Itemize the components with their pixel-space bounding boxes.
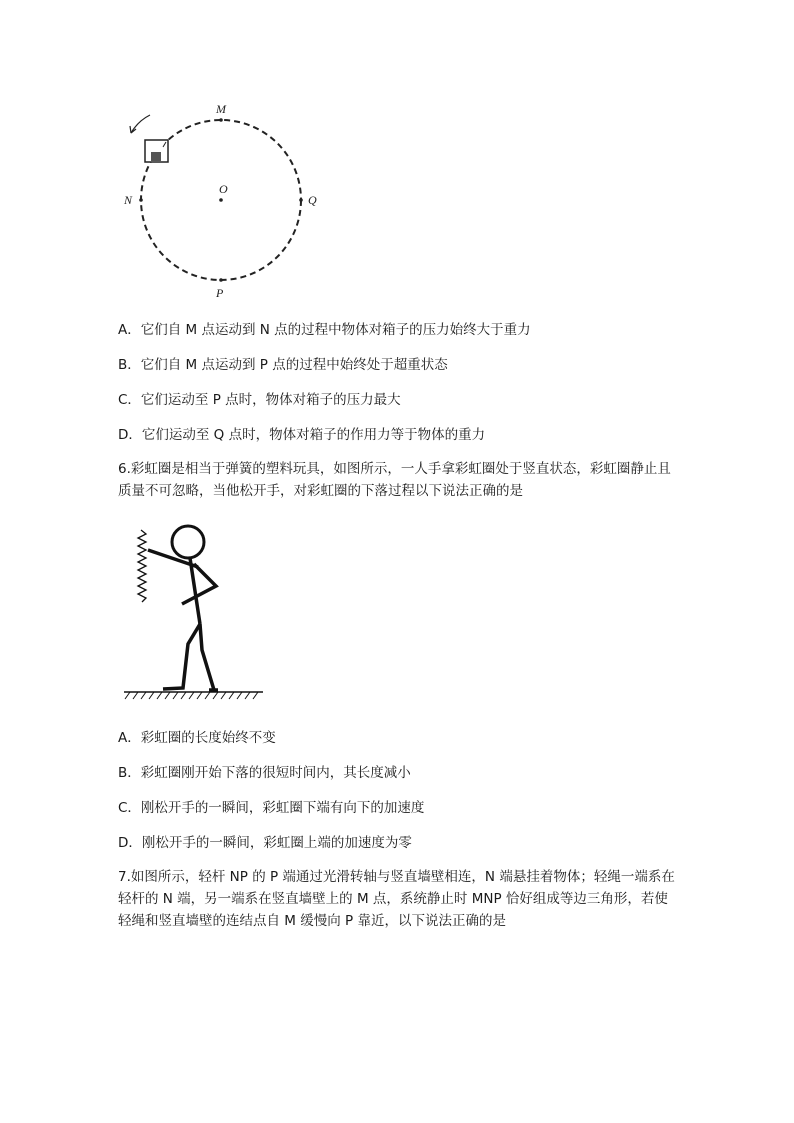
point-q — [299, 198, 303, 202]
ground-hatch — [125, 692, 258, 699]
stick-figure-slinky — [118, 522, 278, 707]
box-with-object — [145, 140, 168, 162]
rotation-arrow-icon — [130, 115, 150, 133]
q6-stem: 6.彩虹圈是相当于弹簧的塑料玩具，如图所示，一人手拿彩虹圈处于竖直状态，彩虹圈静止且质量不可忽略，当他松开手，对彩虹圈的下落过程以下说法正确的是 — [118, 461, 671, 499]
q6-option-a: A．彩虹圈的长度始终不变 — [118, 730, 276, 746]
label-m: M — [216, 102, 226, 116]
q6-option-b: B．彩虹圈刚开始下落的很短时间内，其长度减小 — [118, 765, 411, 781]
point-n — [139, 198, 143, 202]
q5-option-c: C．它们运动至 P 点时，物体对箱子的压力最大 — [118, 392, 401, 408]
label-q: Q — [308, 193, 317, 207]
circular-motion-figure — [110, 95, 330, 305]
label-n: N — [124, 193, 133, 207]
head — [172, 526, 204, 558]
label-o: O — [219, 182, 228, 196]
point-p — [219, 278, 223, 282]
q6-option-c: C．刚松开手的一瞬间，彩虹圈下端有向下的加速度 — [118, 800, 425, 816]
q5-option-a: A．它们自 M 点运动到 N 点的过程中物体对箱子的压力始终大于重力 — [118, 322, 531, 338]
q7-stem: 7.如图所示，轻杆 NP 的 P 端通过光滑转轴与竖直墙壁相连，N 端悬挂着物体；轻绳一端系在轻杆的 N 端，另一端系在竖直墙壁上的 M 点，系统静止时 MNP 恰好组成等边三角形，若使轻绳和竖直墙壁的连结点自 M 缓慢向 P 靠近，以下说法正确的是 — [118, 869, 675, 929]
slinky — [138, 530, 146, 602]
label-p: P — [216, 286, 224, 300]
q6-option-d: D．刚松开手的一瞬间，彩虹圈上端的加速度为零 — [118, 835, 412, 851]
q5-option-d: D．它们运动至 Q 点时，物体对箱子的作用力等于物体的重力 — [118, 427, 486, 443]
left-leg — [163, 624, 200, 689]
q5-option-b: B．它们自 M 点运动到 P 点的过程中始终处于超重状态 — [118, 357, 448, 373]
center-point — [219, 198, 223, 202]
point-m — [219, 118, 223, 122]
right-leg — [200, 624, 214, 690]
right-arm — [182, 564, 216, 604]
